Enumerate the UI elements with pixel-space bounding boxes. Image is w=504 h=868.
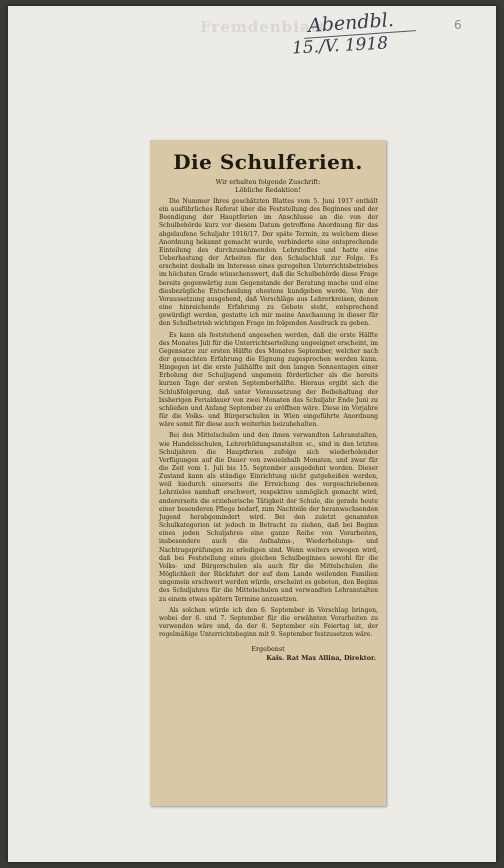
newspaper-clipping xyxy=(150,140,386,806)
page-number: 6 xyxy=(454,18,462,32)
paragraph: Die Nummer Ihres geschätzten Blattes vom 5. Juni 1917 enthält ein ausführliches Referat über die Feststellung des Beginnes und der Beendigung der Hauptferien im Anschlusse an die von der Schulbehörde kurz vor diesem Datum getroffene Anordnung für das abgelaufene Schuljahr 1916/17. Der späte Termin, zu welchem diese Anordnung bekannt gemacht wurde, verhinderte eine entsprechende Einteilung des durchzunehmenden Lehrstoffes und hatte eine Ueberhastung der Arbeiten für den Schulschluß zur Folge. Es erscheint deshalb im Interesse eines geregelten Unterrichtsbetriebes im höchsten Grade wünschenswert, daß die Schulbehörde diese Frage bereits gegenwärtig zum Gegenstande der Beratung mache und eine diesbezügliche Entscheidung ehestens kundgeben werde. Von der Voraussetzung ausgehend, daß Vorschläge aus Lehrerkreisen, denen eine hinreichende Erfahrung zu Gebote steht, entsprechend gewürdigt werden, gestatte ich mir meine Anschauung in dieser für den Schulbetrieb wichtigen Frage im folgenden Ausdruck zu geben. xyxy=(159,198,378,328)
intro-line: Wir erhalten folgende Zuschrift: xyxy=(215,178,321,186)
archive-sheet xyxy=(8,6,496,862)
signoff xyxy=(160,645,376,662)
handwritten-source: Abendbl. xyxy=(307,9,395,37)
ghost-imprint: Fremdenblatt xyxy=(200,18,327,36)
signature: Kais. Rat Max Allina, Direktor. xyxy=(266,653,376,662)
closing: Ergebenst xyxy=(251,645,285,654)
paragraph: Als solchen würde ich den 6. September in Vorschlag bringen, wobei der 6. und 7. September für die erwähnten Vorarbeiten zu verwenden wäre und, da der 8. September ein Feiertag ist, der regelmäßige Unterrichtsbeginn mit 9. September festzusetzen wäre. xyxy=(159,606,378,639)
paragraph: Bei den Mittelschulen und den ihnen verwandten Lehranstalten, wie Handelsschulen, Lehrerbildungsanstalten ꝛc., sind in den letzten Schuljahren die Hauptferien zufolge sich wiederholender Verfügungen auf die Dauer von zweieinhalb Monaten, und zwar für die Zeit vom 1. Juli bis 15. September ausgedehnt worden. Dieser Zustand kann als ständige Einrichtung nicht gutgeheißen werden, weil hiedurch einerseits die Erreichung des vorgeschriebenen Lehrzieles namhaft erschwert, respektive unmöglich gemacht wird, andererseits die erzieherische Tätigkeit der Schule, die gerade heute einer besonderen Pflege bedarf, zum Nachteile der heranwachsenden Jugend herabgemindert wird. Bei den zuletzt genannten Schulkategorien ist jedoch in Betracht zu ziehen, daß bei Beginn eines jeden Schuljahres eine ganze Reihe von Vorarbeiten, insbesondere auch die Aufnahms-, Wiederholungs- und Nachtragsprüfungen zu erledigen sind. Wenn weiters erwogen wird, daß bei Feststellung eines gleichen Schulbeginnes sowohl für die Volks- und Bürgerschulen als auch für die Mittelschulen die Möglichkeit der Rückfahrt der auf dem Lande weilenden Familien ungemein erschwert werden würde, erscheint es geboten, den Beginn des Schuljahres für die Mittelschulen und verwandten Lehranstalten zu einem etwas spätern Termine anzusetzen. xyxy=(159,432,378,603)
paragraph: Es kann als feststehend angesehen werden, daß die erste Hälfte des Monates Juli für die Unterrichtserteilung ungeeignet erscheint, im Gegensatze zur ersten Hälfte des Monates September, welcher nach der gemachten Erfahrung die Eignung zugesprochen werden kann. Hingegen ist die erste Julihälfte mit den langen Sonnentagen einer Erholung der Schuljugend ungemein förderlicher als die bereits kurzen Tage der ersten Septemberhälfte. Hieraus ergibt sich die Schlußfolgerung, daß unter Voraussetzung der Beibehaltung der bisherigen Ferialdauer von zwei Monaten das Schuljahr Ende Juni zu schließen und Anfang September zu eröffnen wäre. Diese im Vorjahre für die Volks- und Bürgerschulen in Wien eingeführte Anordnung wäre somit für diese auch weiterhin beizubehalten. xyxy=(159,331,378,429)
article-intro xyxy=(150,178,386,194)
article-title: Die Schulferien. xyxy=(173,150,363,174)
handwritten-date: 15./V. 1918 xyxy=(291,33,389,59)
salutation: Löbliche Redaktion! xyxy=(235,186,301,194)
article-body xyxy=(159,198,378,639)
